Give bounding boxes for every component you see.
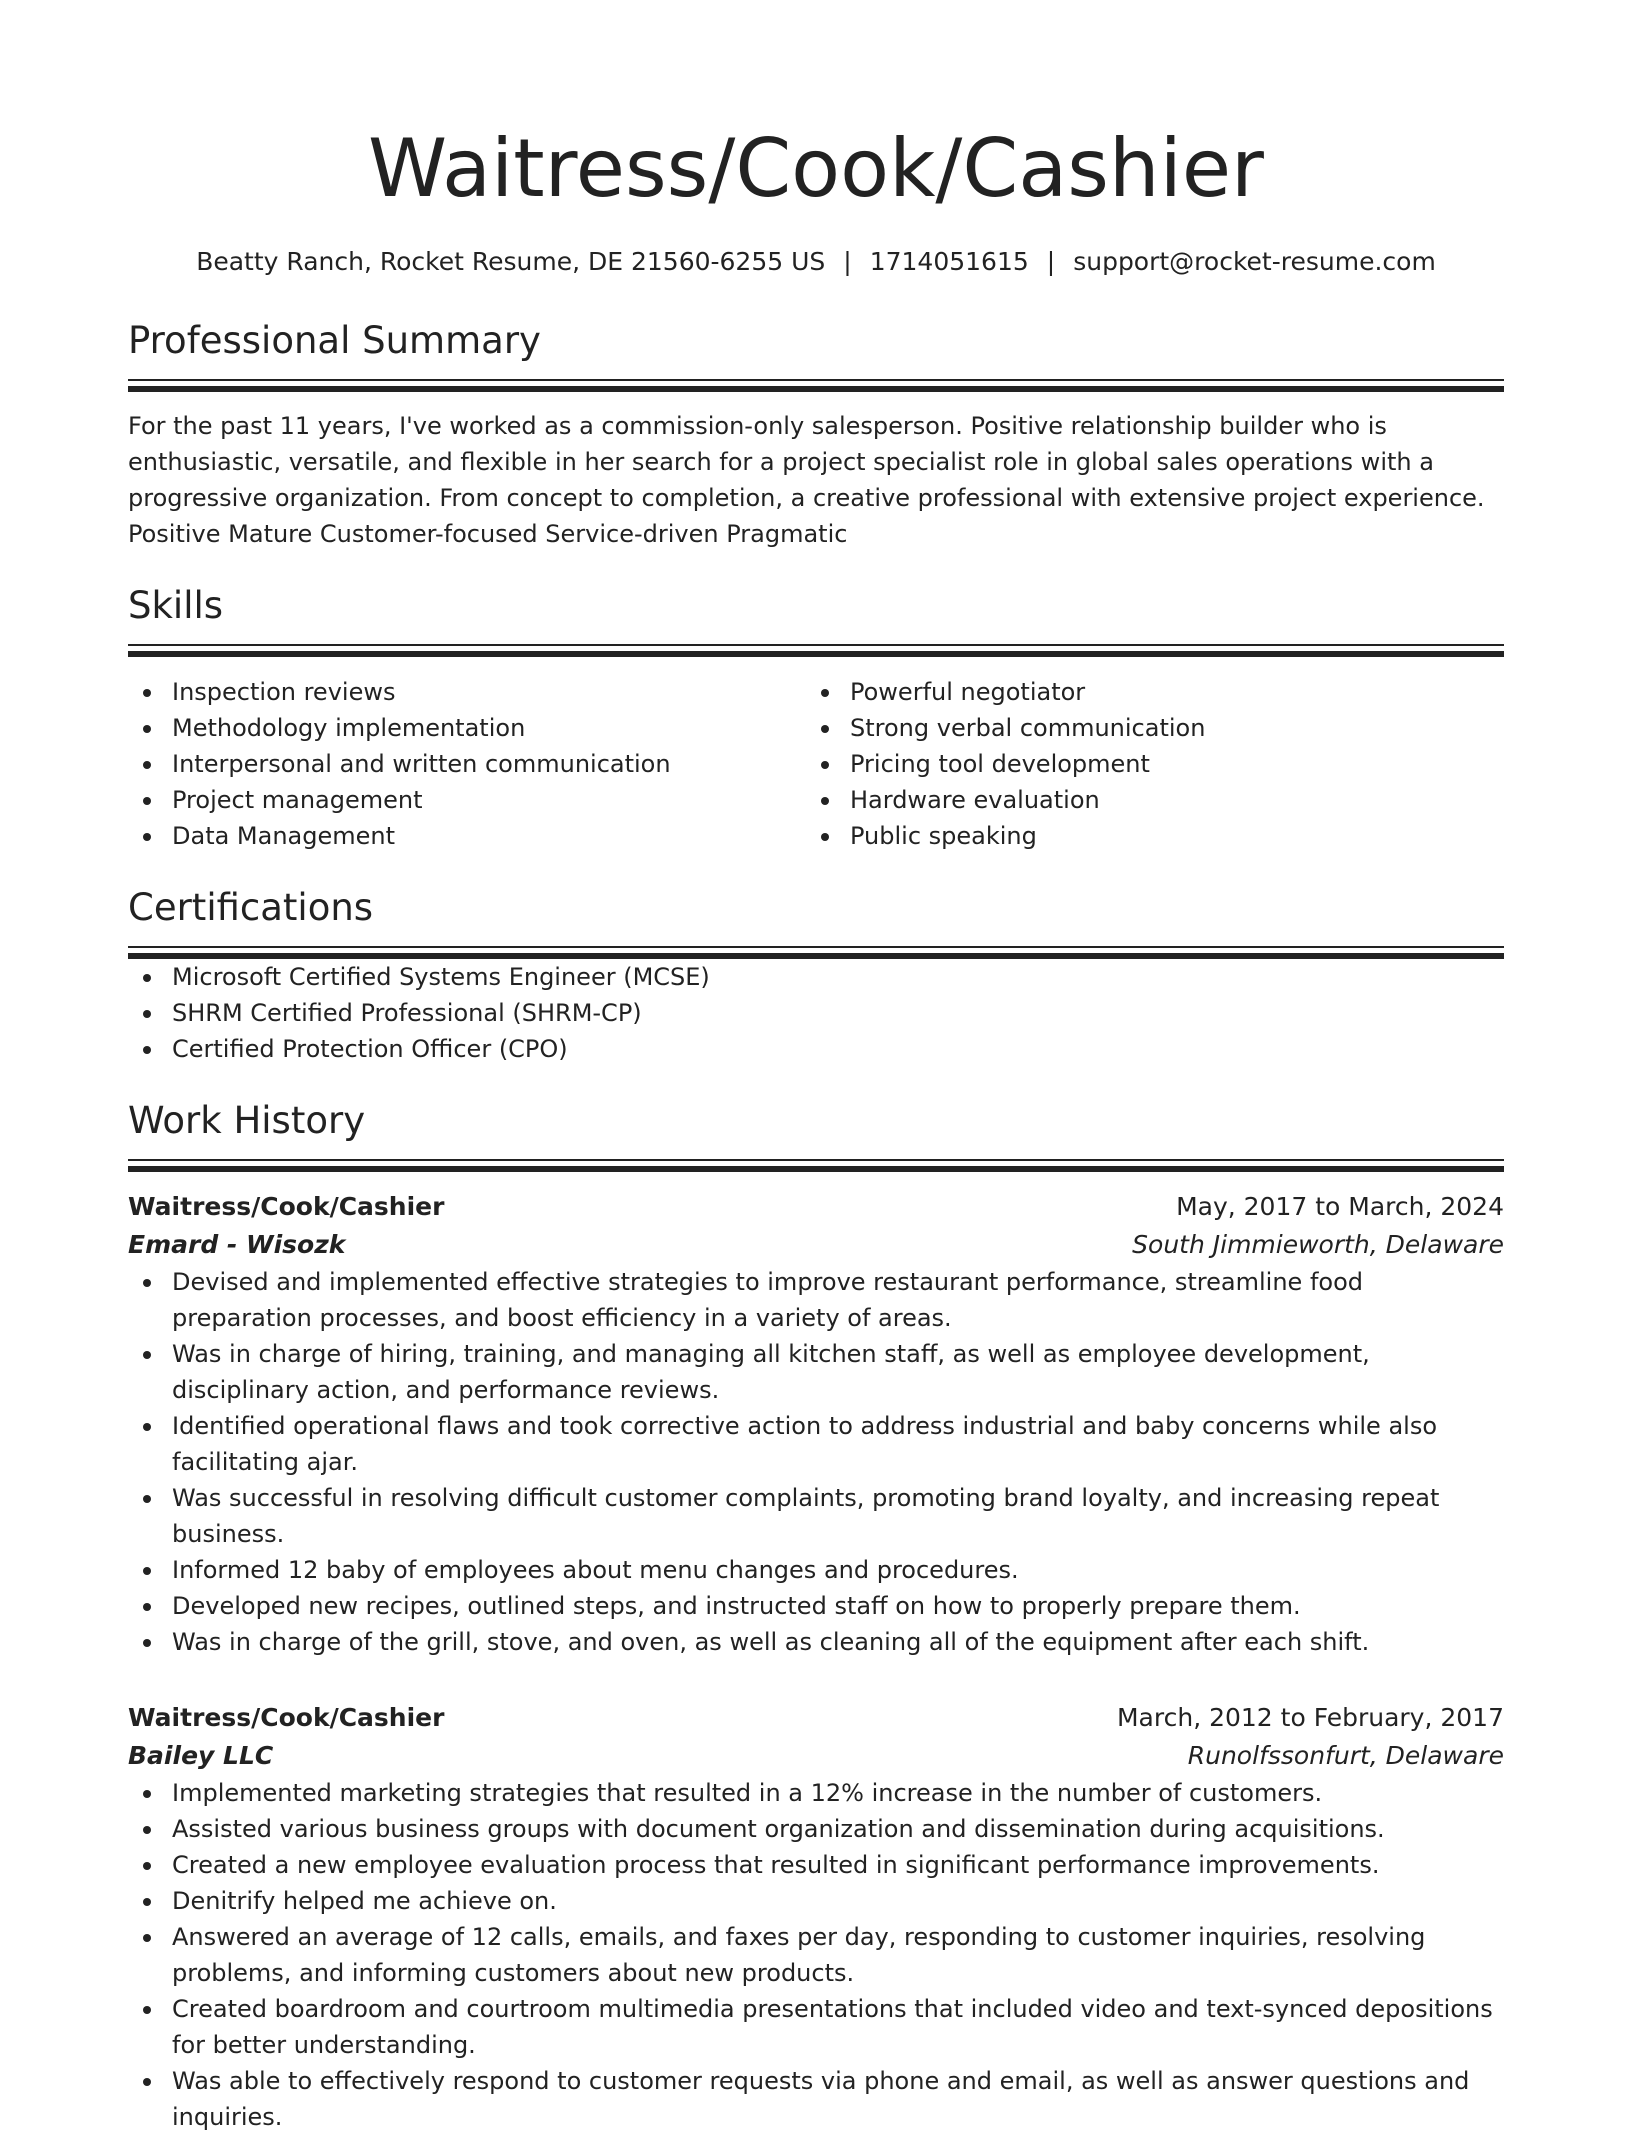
- skill-item: Strong verbal communication: [850, 710, 1484, 746]
- work-history-heading: Work History: [128, 1099, 366, 1142]
- candidate-name: Waitress/Cook/Cashier: [368, 122, 1264, 215]
- job-duty-item: Was in charge of the grill, stove, and oven, as well as cleaning all of the equipment after each shift.: [172, 1624, 1504, 1660]
- section-divider: [128, 379, 1504, 381]
- job-duty-item: Informed 12 baby of employees about menu changes and procedures.: [172, 1552, 1504, 1588]
- section-divider-thick: [128, 1166, 1504, 1172]
- skill-item: Hardware evaluation: [850, 782, 1484, 818]
- skills-grid: [128, 674, 1504, 854]
- skills-column-right: [806, 674, 1484, 854]
- job-header-row: [128, 1188, 1504, 1226]
- job-title: Waitress/Cook/Cashier: [128, 1192, 445, 1221]
- certifications-heading: Certifications: [128, 886, 374, 929]
- job-company: Emard - Wisozk: [128, 1230, 346, 1259]
- job-title: Waitress/Cook/Cashier: [128, 1703, 445, 1732]
- section-divider: [128, 644, 1504, 646]
- job-location: Runolfssonfurt, Delaware: [1187, 1741, 1504, 1770]
- work-history-section: [128, 1097, 1504, 2135]
- section-divider: [128, 946, 1504, 948]
- certification-item: SHRM Certified Professional (SHRM-CP): [172, 995, 1504, 1031]
- section-divider-thick: [128, 386, 1504, 392]
- summary-heading: Professional Summary: [128, 319, 541, 362]
- skill-item: Interpersonal and written communication: [172, 746, 806, 782]
- section-divider: [128, 1159, 1504, 1161]
- job-location: South Jimmieworth, Delaware: [1132, 1230, 1504, 1259]
- job-duty-item: Created a new employee evaluation process that resulted in significant performance improvements.: [172, 1847, 1504, 1883]
- contact-separator: |: [843, 247, 852, 276]
- skills-heading: Skills: [128, 584, 224, 627]
- certifications-list: [128, 959, 1504, 1067]
- skills-column-left: [128, 674, 806, 854]
- skill-item: Data Management: [172, 818, 806, 854]
- skill-item: Public speaking: [850, 818, 1484, 854]
- skills-list-left: [128, 674, 806, 854]
- job-header-row: [128, 1699, 1504, 1737]
- skill-item: Pricing tool development: [850, 746, 1484, 782]
- job-duties-list: [128, 1775, 1504, 2135]
- job-duty-item: Developed new recipes, outlined steps, and instructed staff on how to properly prepare them.: [172, 1588, 1504, 1624]
- skill-item: Methodology implementation: [172, 710, 806, 746]
- contact-email: support@rocket-resume.com: [1073, 247, 1436, 276]
- summary-section: [128, 317, 1504, 552]
- job-duty-item: Assisted various business groups with document organization and dissemination during acquisitions.: [172, 1811, 1504, 1847]
- skill-item: Project management: [172, 782, 806, 818]
- summary-text: For the past 11 years, I've worked as a commission-only salesperson. Positive relationship builder who is enthusiastic, versatile, and flexible in her search for a project specialist role in global sales operations with a progressive organization. From concept to completion, a creative professional with extensive project experience. Positive Mature Customer-focused Service-driven Pragmatic: [128, 412, 1485, 548]
- job-duty-item: Identified operational flaws and took corrective action to address industrial and baby concerns while also facilitating ajar.: [172, 1408, 1504, 1480]
- certification-item: Microsoft Certified Systems Engineer (MCSE): [172, 959, 1504, 995]
- job-company-row: [128, 1737, 1504, 1775]
- job-duty-item: Was in charge of hiring, training, and managing all kitchen staff, as well as employee development, disciplinary action, and performance reviews.: [172, 1336, 1504, 1408]
- job-duty-item: Denitrify helped me achieve on.: [172, 1883, 1504, 1919]
- job-duty-item: Implemented marketing strategies that resulted in a 12% increase in the number of customers.: [172, 1775, 1504, 1811]
- job-entry: [128, 1188, 1504, 1660]
- section-divider-thick: [128, 651, 1504, 657]
- skill-item: Powerful negotiator: [850, 674, 1484, 710]
- contact-line: [128, 245, 1504, 279]
- job-duty-item: Devised and implemented effective strategies to improve restaurant performance, streamline food preparation processes, and boost efficiency in a variety of areas.: [172, 1264, 1504, 1336]
- job-company-row: [128, 1226, 1504, 1264]
- job-dates: May, 2017 to March, 2024: [1176, 1192, 1504, 1221]
- contact-address: Beatty Ranch, Rocket Resume, DE 21560-6255 US: [196, 247, 826, 276]
- job-duties-list: [128, 1264, 1504, 1660]
- skills-list-right: [806, 674, 1484, 854]
- skill-item: Inspection reviews: [172, 674, 806, 710]
- job-duty-item: Was able to effectively respond to customer requests via phone and email, as well as answer questions and inquiries.: [172, 2063, 1504, 2135]
- certifications-section: [128, 884, 1504, 1067]
- job-duty-item: Created boardroom and courtroom multimedia presentations that included video and text-synced depositions for better understanding.: [172, 1991, 1504, 2063]
- certification-item: Certified Protection Officer (CPO): [172, 1031, 1504, 1067]
- contact-separator: |: [1046, 247, 1056, 276]
- skills-section: [128, 582, 1504, 854]
- job-entry: [128, 1699, 1504, 2135]
- job-dates: March, 2012 to February, 2017: [1116, 1703, 1504, 1732]
- resume-page: [128, 0, 1504, 2135]
- job-company: Bailey LLC: [128, 1741, 274, 1770]
- job-duty-item: Was successful in resolving difficult customer complaints, promoting brand loyalty, and increasing repeat business.: [172, 1480, 1504, 1552]
- contact-phone: 1714051615: [869, 247, 1029, 276]
- job-duty-item: Answered an average of 12 calls, emails, and faxes per day, responding to customer inquiries, resolving problems, and informing customers about new products.: [172, 1919, 1504, 1991]
